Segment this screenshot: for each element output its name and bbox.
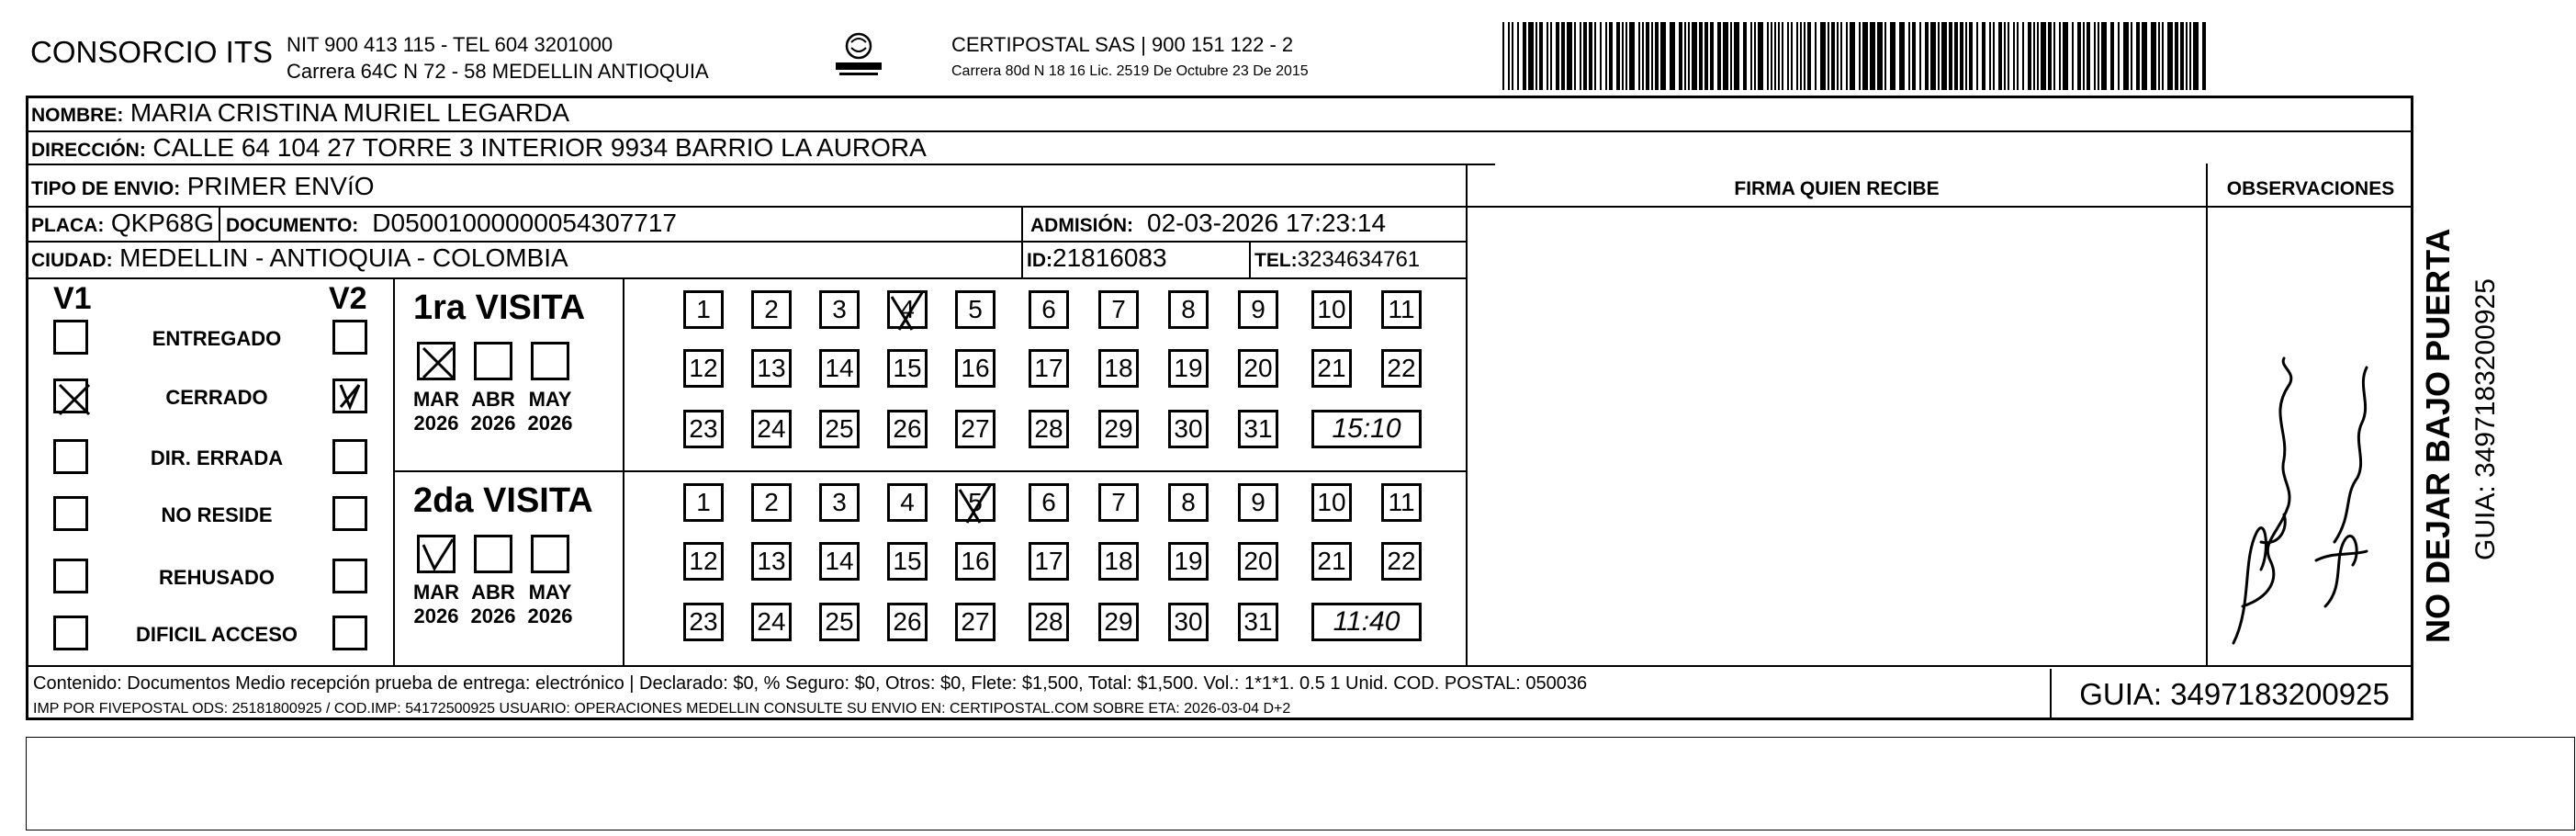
certipostal-address: Carrera 80d N 18 16 Lic. 2519 De Octubre 23 De 2015 (951, 63, 1309, 79)
id-value: 21816083 (1052, 243, 1167, 272)
v2-header: V2 (329, 281, 367, 316)
tipo-envio-label: TIPO DE ENVIO: (31, 178, 181, 199)
company-name: CONSORCIO ITS (30, 35, 274, 69)
documento-value: D05001000000054307717 (372, 209, 677, 237)
month-year: 2026 (470, 604, 516, 627)
month-year: 2026 (527, 412, 573, 435)
v2-checkbox[interactable] (332, 616, 367, 650)
v1-header: V1 (53, 281, 92, 316)
day-box[interactable]: 27 (955, 410, 996, 448)
day-box[interactable]: 1 (683, 290, 724, 329)
status-label: ENTREGADO (152, 327, 282, 350)
month-label (465, 388, 522, 435)
month-year: 2026 (470, 412, 516, 435)
direccion-row (31, 134, 927, 164)
day-box[interactable]: 9 (1238, 483, 1278, 522)
company-contact (287, 31, 709, 85)
v2-checkbox[interactable] (332, 559, 367, 593)
tel-label: TEL: (1254, 250, 1298, 271)
visit-time: 15:10 (1311, 410, 1422, 448)
day-box[interactable]: 13 (751, 349, 792, 388)
col-divider (1021, 206, 1023, 277)
month-label (408, 388, 465, 435)
day-box[interactable]: 28 (1029, 410, 1069, 448)
day-box[interactable]: 22 (1381, 349, 1422, 388)
firma-header: FIRMA QUIEN RECIBE (1734, 178, 1940, 199)
day-box[interactable]: 2 (751, 483, 792, 522)
day-box[interactable]: 16 (955, 542, 996, 581)
day-box[interactable]: 30 (1168, 410, 1209, 448)
day-box[interactable]: 19 (1168, 542, 1209, 581)
day-box[interactable]: 2 (751, 290, 792, 329)
day-box[interactable]: 3 (819, 290, 860, 329)
tel-value: 3234634761 (1297, 247, 1421, 272)
v1-checkbox[interactable] (53, 496, 88, 531)
month-year: 2026 (413, 604, 459, 627)
day-box[interactable]: 14 (819, 349, 860, 388)
day-box[interactable]: 9 (1238, 290, 1278, 329)
day-box[interactable]: 17 (1029, 542, 1069, 581)
side-guia: GUIA: 3497183200925 (2470, 278, 2501, 560)
tipo-envio-row (31, 173, 375, 203)
status-label: NO RESIDE (161, 503, 273, 526)
ciudad-label: CIUDAD: (31, 250, 113, 271)
day-box[interactable]: 16 (955, 349, 996, 388)
footer-content-line: Contenido: Documentos Medio recepción prueba de entrega: electrónico | Declarado: $0, % Seguro: $0, Otros: $0, Flete: $1,500, Total: $1,500. Vol.: 1*1*1. 0.5 1 Unid. COD. POSTAL: 050036 (33, 673, 1588, 694)
day-box[interactable]: 19 (1168, 349, 1209, 388)
day-box[interactable]: 12 (683, 542, 724, 581)
direccion-value: CALLE 64 104 27 TORRE 3 INTERIOR 9934 BARRIO LA AURORA (152, 133, 927, 162)
day-box[interactable]: 26 (887, 603, 928, 641)
status-label: CERRADO (165, 386, 268, 409)
col-divider (2206, 164, 2208, 665)
day-box[interactable]: 15 (887, 542, 928, 581)
day-box[interactable]: 28 (1029, 603, 1069, 641)
day-box[interactable]: 26 (887, 410, 928, 448)
admision-label: ADMISIÓN: (1030, 215, 1133, 236)
v1-checkbox[interactable] (53, 378, 88, 413)
month-checkbox[interactable] (417, 342, 456, 380)
ciudad-row (31, 244, 568, 275)
month-label (522, 581, 579, 628)
day-box[interactable]: 7 (1098, 483, 1139, 522)
day-box[interactable]: 7 (1098, 290, 1139, 329)
documento-row (226, 209, 677, 240)
visit1-title: 1ra VISITA (413, 288, 586, 327)
row-divider (26, 206, 2413, 208)
day-box[interactable]: 31 (1238, 603, 1278, 641)
certipostal-logo (808, 29, 909, 81)
footer-guia: GUIA: 3497183200925 (2050, 669, 2417, 720)
v2-checkbox[interactable] (332, 378, 367, 413)
observaciones-signature (2215, 331, 2380, 652)
row-divider (26, 277, 1466, 279)
day-box[interactable]: 12 (683, 349, 724, 388)
visit-time: 11:40 (1311, 603, 1422, 641)
day-box[interactable]: 14 (819, 542, 860, 581)
day-box[interactable]: 20 (1238, 542, 1278, 581)
day-box[interactable]: 3 (819, 483, 860, 522)
direccion-label: DIRECCIÓN: (31, 140, 146, 161)
row-divider (26, 665, 2413, 667)
month-checkbox[interactable] (531, 342, 569, 380)
status-label: DIR. ERRADA (150, 446, 284, 469)
month-checkbox[interactable] (474, 535, 512, 573)
day-box[interactable]: 15 (887, 349, 928, 388)
day-box[interactable]: 6 (1029, 290, 1069, 329)
status-label: REHUSADO (159, 566, 275, 589)
day-box[interactable]: 27 (955, 603, 996, 641)
documento-label: DOCUMENTO: (226, 215, 359, 236)
day-box[interactable]: 18 (1098, 349, 1139, 388)
visit2-title: 2da VISITA (413, 481, 593, 520)
month-name: ABR (471, 388, 515, 411)
month-checkbox[interactable] (474, 342, 512, 380)
spacer (2415, 0, 2417, 720)
nombre-label: NOMBRE: (31, 105, 124, 126)
barcode (1502, 22, 2210, 90)
month-name: ABR (471, 581, 515, 604)
id-label: ID: (1027, 250, 1052, 271)
day-box[interactable]: 8 (1168, 290, 1209, 329)
v1-checkbox[interactable] (53, 559, 88, 593)
empty-bottom-box (26, 737, 2575, 830)
day-box[interactable]: 1 (683, 483, 724, 522)
day-box[interactable]: 22 (1381, 542, 1422, 581)
day-box[interactable]: 17 (1029, 349, 1069, 388)
day-box[interactable]: 10 (1311, 483, 1352, 522)
certipostal-line: CERTIPOSTAL SAS | 900 151 122 - 2 (951, 33, 1294, 56)
month-name: MAR (412, 581, 460, 604)
day-box[interactable]: 10 (1311, 290, 1352, 329)
day-box[interactable]: 4 (887, 483, 928, 522)
ciudad-value: MEDELLIN - ANTIOQUIA - COLOMBIA (119, 243, 568, 272)
col-divider (1466, 164, 1468, 665)
month-checkbox[interactable] (417, 535, 456, 573)
status-label: DIFICIL ACCESO (135, 623, 298, 646)
month-year: 2026 (413, 412, 459, 435)
col-divider (623, 277, 624, 665)
day-box[interactable]: 24 (751, 410, 792, 448)
admision-row (1030, 209, 1386, 240)
day-box[interactable]: 20 (1238, 349, 1278, 388)
certipostal-info (951, 31, 1309, 85)
col-divider (1249, 241, 1251, 277)
placa-value: QKP68G (110, 209, 214, 237)
day-box[interactable]: 21 (1311, 349, 1352, 388)
tipo-envio-value: PRIMER ENVíO (186, 172, 375, 200)
nombre-row (31, 99, 569, 130)
day-box[interactable]: 5 (955, 483, 996, 522)
day-box[interactable]: 6 (1029, 483, 1069, 522)
day-box[interactable]: 5 (955, 290, 996, 329)
company-address: Carrera 64C N 72 - 58 MEDELLIN ANTIOQUIA (287, 60, 709, 83)
day-box[interactable]: 23 (683, 410, 724, 448)
observaciones-header: OBSERVACIONES (2226, 178, 2395, 199)
col-divider (219, 206, 220, 241)
row-divider (26, 130, 2413, 132)
month-label (408, 581, 465, 628)
v1-checkbox[interactable] (53, 616, 88, 650)
day-box[interactable]: 29 (1098, 410, 1139, 448)
v2-checkbox[interactable] (332, 496, 367, 531)
col-divider (393, 277, 395, 665)
day-box[interactable]: 4 (887, 290, 928, 329)
day-box[interactable]: 30 (1168, 603, 1209, 641)
day-box[interactable]: 31 (1238, 410, 1278, 448)
day-box[interactable]: 13 (751, 542, 792, 581)
day-box[interactable]: 25 (819, 603, 860, 641)
day-box[interactable]: 24 (751, 603, 792, 641)
day-box[interactable]: 18 (1098, 542, 1139, 581)
day-box[interactable]: 11 (1381, 483, 1422, 522)
v1-checkbox[interactable] (53, 439, 88, 474)
v1-checkbox[interactable] (53, 320, 88, 355)
tel-row (1254, 246, 1420, 275)
day-box[interactable]: 8 (1168, 483, 1209, 522)
v2-checkbox[interactable] (332, 320, 367, 355)
day-box[interactable]: 29 (1098, 603, 1139, 641)
month-name: MAY (528, 388, 572, 411)
month-name: MAY (528, 581, 572, 604)
nombre-value: MARIA CRISTINA MURIEL LEGARDA (129, 98, 570, 127)
placa-label: PLACA: (31, 215, 105, 236)
v2-checkbox[interactable] (332, 439, 367, 474)
visit-divider (393, 470, 1466, 472)
nit-line: NIT 900 413 115 - TEL 604 3201000 (287, 33, 613, 56)
month-label (465, 581, 522, 628)
placa-row (31, 209, 214, 240)
admision-value: 02-03-2026 17:23:14 (1147, 209, 1387, 237)
month-checkbox[interactable] (531, 535, 569, 573)
footer-print-line: IMP POR FIVEPOSTAL ODS: 25181800925 / COD.IMP: 54172500925 USUARIO: OPERACIONES MEDELLIN CONSULTE SU ENVIO EN: CERTIPOSTAL.COM SOBRE ETA: 2026-03-04 D+2 (33, 701, 1291, 717)
month-year: 2026 (527, 604, 573, 627)
month-label (522, 388, 579, 435)
no-dejar-notice: NO DEJAR BAJO PUERTA (2419, 228, 2457, 643)
day-box[interactable]: 25 (819, 410, 860, 448)
id-row (1027, 244, 1167, 275)
day-box[interactable]: 21 (1311, 542, 1352, 581)
month-name: MAR (412, 388, 460, 411)
day-box[interactable]: 11 (1381, 290, 1422, 329)
day-box[interactable]: 23 (683, 603, 724, 641)
